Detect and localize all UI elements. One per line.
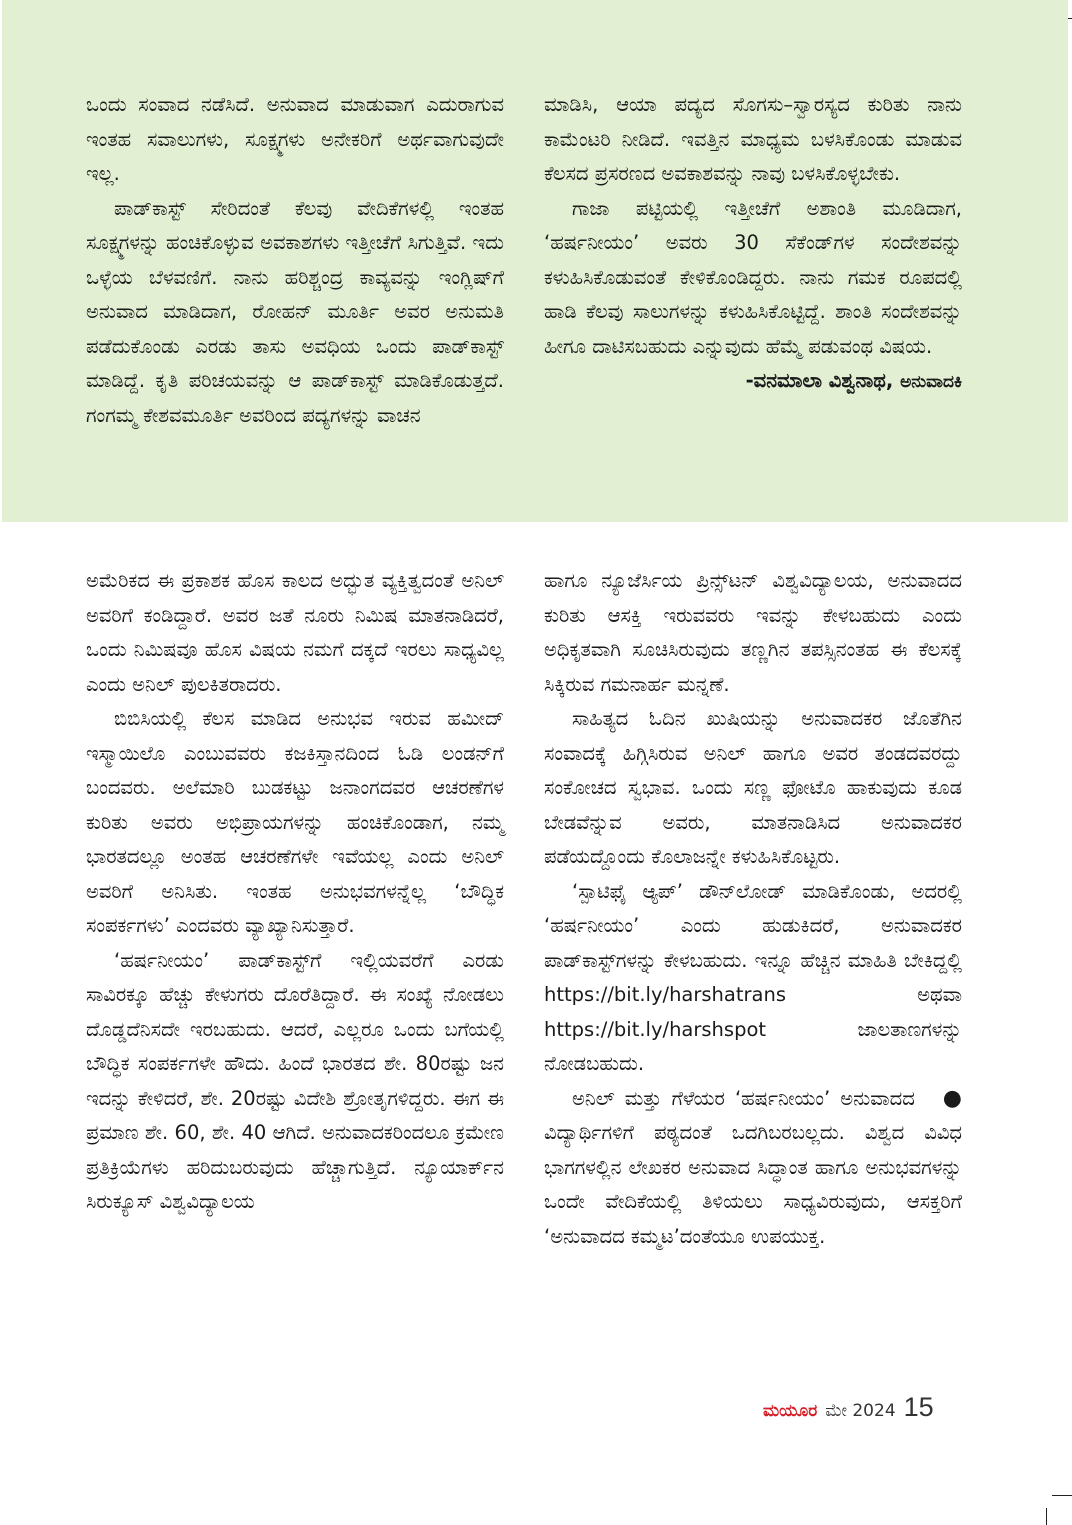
box-right-column: [544, 88, 962, 400]
page-footer: [763, 1392, 934, 1426]
signature-role: ಅನುವಾದಕಿ: [900, 372, 962, 392]
crop-mark: [1052, 1495, 1072, 1496]
article-left-column: [86, 564, 504, 1220]
article-paragraph: ‘ಸ್ಪಾಟಿಫೈ ಆ್ಯಪ್’ ಡೌನ್‌ಲೋಡ್ ಮಾಡಿಕೊಂಡು, ಅದರಲ್ಲಿ ‘ಹರ್ಷನೀಯಂ’ ಎಂದು ಹುಡುಕಿದರೆ, ಅನುವಾದಕರ ಪಾಡ್‌ಕಾಸ್ಟ್‌ಗಳನ್ನು ಕೇಳಬಹುದು. ಇನ್ನೂ ಹೆಚ್ಚಿನ ಮಾಹಿತಿ ಬೇಕಿದ್ದಲ್ಲಿ https://bit.ly/harshatrans ಅಥವಾ https://bit.ly/harshspot ಜಾಲತಾಣಗಳನ್ನು ನೋಡಬಹುದು.: [544, 879, 962, 1075]
box-paragraph: ಮಾಡಿಸಿ, ಆಯಾ ಪದ್ಯದ ಸೊಗಸು–ಸ್ವಾರಸ್ಯದ ಕುರಿತು ನಾನು ಕಾಮೆಂಟರಿ ನೀಡಿದೆ. ಇವತ್ತಿನ ಮಾಧ್ಯಮ ಬಳಸಿಕೊಂಡು ಮಾಡುವ ಕೆಲಸದ ಪ್ರಸರಣದ ಅವಕಾಶವನ್ನು ನಾವು ಬಳಸಿಕೊಳ್ಳಬೇಕು.: [544, 93, 962, 185]
signature-name: -ವನಮಾಲಾ ವಿಶ್ವನಾಥ,: [745, 369, 894, 392]
box-left-column: [86, 88, 504, 433]
article-paragraph-text: ಅನಿಲ್ ಮತ್ತು ಗೆಳೆಯರ ‘ಹರ್ಷನೀಯಂ’ ಅನುವಾದದ ವಿದ್ಯಾರ್ಥಿಗಳಿಗೆ ಪಠ್ಯದಂತೆ ಒದಗಿಬರಬಲ್ಲದು. ವಿಶ್ವದ ವಿವಿಧ ಭಾಗಗಳಲ್ಲಿನ ಲೇಖಕರ ಅನುವಾದ ಸಿದ್ಧಾಂತ ಹಾಗೂ ಅನುಭವಗಳನ್ನು ಒಂದೇ ವೇದಿಕೆಯಲ್ಲಿ ತಿಳಿಯಲು ಸಾಧ್ಯವಿರುವುದು, ಆಸಕ್ತರಿಗೆ ‘ಅನುವಾದದ ಕಮ್ಮಟ’ದಂತೆಯೂ ಉಪಯುಕ್ತ.: [544, 1086, 962, 1248]
article-paragraph: ಸಾಹಿತ್ಯದ ಓದಿನ ಖುಷಿಯನ್ನು ಅನುವಾದಕರ ಜೊತೆಗಿನ ಸಂವಾದಕ್ಕೆ ಹಿಗ್ಗಿಸಿರುವ ಅನಿಲ್ ಹಾಗೂ ಅವರ ತಂಡದವರದ್ದು ಸಂಕೋಚದ ಸ್ವಭಾವ. ಒಂದು ಸಣ್ಣ ಫೋಟೊ ಹಾಕುವುದು ಕೂಡ ಬೇಡವೆನ್ನುವ ಅವರು, ಮಾತನಾಡಿಸಿದ ಅನುವಾದಕರ ಪಡೆಯದ್ದೊಂದು ಕೊಲಾಜನ್ನೇ ಕಳುಹಿಸಿಕೊಟ್ಟರು.: [544, 707, 962, 868]
article-right-column: [544, 564, 962, 1254]
article-paragraph: ಬಿಬಿಸಿಯಲ್ಲಿ ಕೆಲಸ ಮಾಡಿದ ಅನುಭವ ಇರುವ ಹಮೀದ್ ಇಸ್ಮಾಯಿಲೊ ಎಂಬುವವರು ಕಜಕಿಸ್ತಾನದಿಂದ ಓಡಿ ಲಂಡನ್‌ಗೆ ಬಂದವರು. ಅಲೆಮಾರಿ ಬುಡಕಟ್ಟು ಜನಾಂಗದವರ ಆಚರಣೆಗಳ ಕುರಿತು ಅವರು ಅಭಿಪ್ರಾಯಗಳನ್ನು ಹಂಚಿಕೊಂಡಾಗ, ನಮ್ಮ ಭಾರತದಲ್ಲೂ ಅಂತಹ ಆಚರಣೆಗಳೇ ಇವೆಯಲ್ಲ ಎಂದು ಅನಿಲ್ ಅವರಿಗೆ ಅನಿಸಿತು. ಇಂತಹ ಅನುಭವಗಳನ್ನೆಲ್ಲ ‘ಬೌದ್ಧಿಕ ಸಂಪರ್ಕಗಳು’ ಎಂದವರು ವ್ಯಾಖ್ಯಾನಿಸುತ್ತಾರೆ.: [86, 707, 504, 937]
crop-mark: [1046, 1508, 1047, 1525]
article-paragraph: ಹಾಗೂ ನ್ಯೂಜೆರ್ಸಿಯ ಪ್ರಿನ್ಸ್‌ಟನ್ ವಿಶ್ವವಿದ್ಯಾಲಯ, ಅನುವಾದದ ಕುರಿತು ಆಸಕ್ತಿ ಇರುವವರು ಇವನ್ನು ಕೇಳಬಹುದು ಎಂದು ಅಧಿಕೃತವಾಗಿ ಸೂಚಿಸಿರುವುದು ತಣ್ಣಗಿನ ತಪಸ್ಸಿನಂತಹ ಈ ಕೆಲಸಕ್ಕೆ ಸಿಕ್ಕಿರುವ ಗಮನಾರ್ಹ ಮನ್ನಣೆ.: [544, 569, 962, 696]
end-mark-icon: ●: [942, 1085, 962, 1111]
page-number: 15: [903, 1392, 934, 1422]
article-paragraph: ‘ಹರ್ಷನೀಯಂ’ ಪಾಡ್‌ಕಾಸ್ಟ್‌ಗೆ ಇಲ್ಲಿಯವರೆಗೆ ಎರಡು ಸಾವಿರಕ್ಕೂ ಹೆಚ್ಚು ಕೇಳುಗರು ದೊರೆತಿದ್ದಾರೆ. ಈ ಸಂಖ್ಯೆ ನೋಡಲು ದೊಡ್ಡದೆನಿಸದೇ ಇರಬಹುದು. ಆದರೆ, ಎಲ್ಲರೂ ಒಂದು ಬಗೆಯಲ್ಲಿ ಬೌದ್ಧಿಕ ಸಂಪರ್ಕಗಳೇ ಹೌದು. ಹಿಂದೆ ಭಾರತದ ಶೇ. 80ರಷ್ಟು ಜನ ಇದನ್ನು ಕೇಳಿದರೆ, ಶೇ. 20ರಷ್ಟು ವಿದೇಶಿ ಶ್ರೋತೃಗಳಿದ್ದರು. ಈಗ ಈ ಪ್ರಮಾಣ ಶೇ. 60, ಶೇ. 40 ಆಗಿದೆ. ಅನುವಾದಕರಿಂದಲೂ ಕ್ರಮೇಣ ಪ್ರತಿಕ್ರಿಯೆಗಳು ಹರಿದುಬರುವುದು ಹೆಚ್ಚಾಗುತ್ತಿದೆ. ನ್ಯೂಯಾರ್ಕ್‌ನ ಸಿರುಕ್ಯೂಸ್ ವಿಶ್ವವಿದ್ಯಾಲಯ: [86, 948, 504, 1213]
box-paragraph: ಒಂದು ಸಂವಾದ ನಡೆಸಿದೆ. ಅನುವಾದ ಮಾಡುವಾಗ ಎದುರಾಗುವ ಇಂತಹ ಸವಾಲುಗಳು, ಸೂಕ್ಷ್ಮಗಳು ಅನೇಕರಿಗೆ ಅರ್ಥವಾಗುವುದೇ ಇಲ್ಲ.: [86, 93, 504, 185]
box-paragraph: ಪಾಡ್‌ಕಾಸ್ಟ್ ಸೇರಿದಂತೆ ಕೆಲವು ವೇದಿಕೆಗಳಲ್ಲಿ ಇಂತಹ ಸೂಕ್ಷ್ಮಗಳನ್ನು ಹಂಚಿಕೊಳ್ಳುವ ಅವಕಾಶಗಳು ಇತ್ತೀಚೆಗೆ ಸಿಗುತ್ತಿವೆ. ಇದು ಒಳ್ಳೆಯ ಬೆಳವಣಿಗೆ. ನಾನು ಹರಿಶ್ಚಂದ್ರ ಕಾವ್ಯವನ್ನು ಇಂಗ್ಲಿಷ್‌ಗೆ ಅನುವಾದ ಮಾಡಿದಾಗ, ರೋಹನ್ ಮೂರ್ತಿ ಅವರ ಅನುಮತಿ ಪಡೆದುಕೊಂಡು ಎರಡು ತಾಸು ಅವಧಿಯ ಒಂದು ಪಾಡ್‌ಕಾಸ್ಟ್ ಮಾಡಿದ್ದೆ. ಕೃತಿ ಪರಿಚಯವನ್ನು ಆ ಪಾಡ್‌ಕಾಸ್ಟ್ ಮಾಡಿಕೊಡುತ್ತದೆ. ಗಂಗಮ್ಮ ಕೇಶವಮೂರ್ತಿ ಅವರಿಂದ ಪದ್ಯಗಳನ್ನು ವಾಚನ: [86, 196, 504, 427]
article-paragraph: ಅಮೆರಿಕದ ಈ ಪ್ರಕಾಶಕ ಹೊಸ ಕಾಲದ ಅದ್ಭುತ ವ್ಯಕ್ತಿತ್ವದಂತೆ ಅನಿಲ್ ಅವರಿಗೆ ಕಂಡಿದ್ದಾರೆ. ಅವರ ಜತೆ ನೂರು ನಿಮಿಷ ಮಾತನಾಡಿದರೆ, ಒಂದು ನಿಮಿಷವೂ ಹೊಸ ವಿಷಯ ನಮಗೆ ದಕ್ಕದೆ ಇರಲು ಸಾಧ್ಯವಿಲ್ಲ ಎಂದು ಅನಿಲ್ ಪುಲಕಿತರಾದರು.: [86, 569, 504, 696]
magazine-logo: ಮಯೂರ: [763, 1401, 818, 1421]
article-paragraph: [544, 1082, 962, 1255]
issue-date: ಮೇ 2024: [825, 1401, 896, 1421]
box-paragraph: ಗಾಜಾ ಪಟ್ಟಿಯಲ್ಲಿ ಇತ್ತೀಚೆಗೆ ಅಶಾಂತಿ ಮೂಡಿದಾಗ, ‘ಹರ್ಷನೀಯಂ’ ಅವರು 30 ಸೆಕೆಂಡ್‌ಗಳ ಸಂದೇಶವನ್ನು ಕಳುಹಿಸಿಕೊಡುವಂತೆ ಕೇಳಿಕೊಂಡಿದ್ದರು. ನಾನು ಗಮಕ ರೂಪದಲ್ಲಿ ಹಾಡಿ ಕೆಲವು ಸಾಲುಗಳನ್ನು ಕಳುಹಿಸಿಕೊಟ್ಟಿದ್ದೆ. ಶಾಂತಿ ಸಂದೇಶವನ್ನು ಹೀಗೂ ದಾಟಿಸಬಹುದು ಎನ್ನುವುದು ಹೆಮ್ಮೆ ಪಡುವಂಥ ವಿಷಯ.: [544, 196, 962, 358]
signature: [544, 364, 962, 400]
